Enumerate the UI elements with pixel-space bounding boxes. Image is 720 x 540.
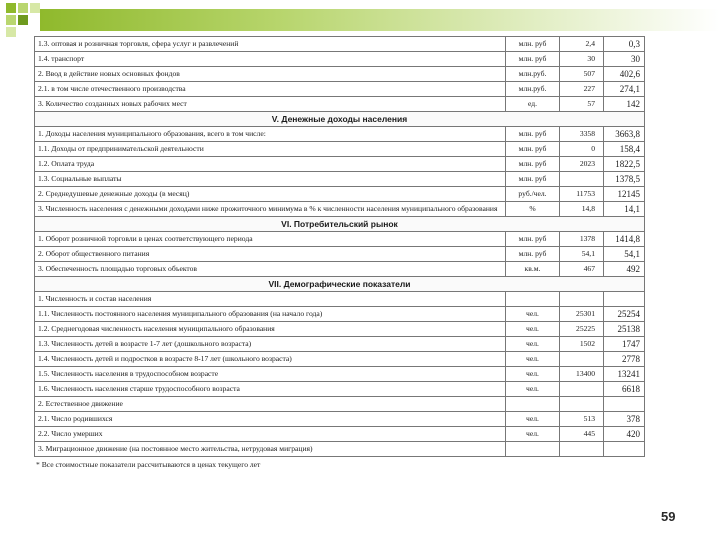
row-unit: кв.м. bbox=[506, 262, 560, 277]
row-unit: чел. bbox=[506, 382, 560, 397]
row-name: 1.1. Численность постоянного населения муниципального образования (на начало года) bbox=[35, 307, 506, 322]
row-value-prev: 467 bbox=[560, 262, 604, 277]
slide-number: 59 bbox=[661, 509, 676, 524]
row-value-current bbox=[604, 397, 645, 412]
row-value-prev: 25301 bbox=[560, 307, 604, 322]
table-body-top bbox=[35, 37, 645, 112]
table-row bbox=[35, 427, 645, 442]
row-name: 3. Обеспеченность площадью торговых объектов bbox=[35, 262, 506, 277]
row-value-current: 14,1 bbox=[604, 202, 645, 217]
row-unit bbox=[506, 397, 560, 412]
row-unit: чел. bbox=[506, 307, 560, 322]
table-row bbox=[35, 292, 645, 307]
row-value-prev: 227 bbox=[560, 82, 604, 97]
row-value-prev: 3358 bbox=[560, 127, 604, 142]
table-row bbox=[35, 412, 645, 427]
row-value-prev: 507 bbox=[560, 67, 604, 82]
row-name: 1.5. Численность населения в трудоспособном возрасте bbox=[35, 367, 506, 382]
row-value-current: 492 bbox=[604, 262, 645, 277]
table-body-s6 bbox=[35, 232, 645, 277]
row-value-prev: 2023 bbox=[560, 157, 604, 172]
row-value-prev bbox=[560, 352, 604, 367]
row-unit: млн. руб bbox=[506, 37, 560, 52]
row-value-current: 1378,5 bbox=[604, 172, 645, 187]
table-row bbox=[35, 397, 645, 412]
row-value-prev: 445 bbox=[560, 427, 604, 442]
row-name: 2. Естественное движение bbox=[35, 397, 506, 412]
table-row bbox=[35, 142, 645, 157]
table-row bbox=[35, 67, 645, 82]
row-value-prev: 1378 bbox=[560, 232, 604, 247]
row-name: 1. Численность и состав населения bbox=[35, 292, 506, 307]
row-unit bbox=[506, 442, 560, 457]
table-row bbox=[35, 307, 645, 322]
table-row bbox=[35, 202, 645, 217]
deco-square bbox=[30, 3, 40, 13]
table-row bbox=[35, 37, 645, 52]
deco-square bbox=[6, 27, 16, 37]
table-row bbox=[35, 262, 645, 277]
row-unit: чел. bbox=[506, 352, 560, 367]
row-name: 1.3. Численность детей в возрасте 1-7 лет (дошкольного возраста) bbox=[35, 337, 506, 352]
row-value-current: 0,3 bbox=[604, 37, 645, 52]
section-heading: VII. Демографические показатели bbox=[35, 277, 645, 292]
row-value-current: 30 bbox=[604, 52, 645, 67]
row-value-current: 1747 bbox=[604, 337, 645, 352]
row-value-current: 25138 bbox=[604, 322, 645, 337]
row-value-prev: 13400 bbox=[560, 367, 604, 382]
row-value-prev bbox=[560, 397, 604, 412]
row-value-current: 1822,5 bbox=[604, 157, 645, 172]
row-value-current bbox=[604, 292, 645, 307]
deco-square bbox=[6, 3, 16, 13]
row-unit: ед. bbox=[506, 97, 560, 112]
table-row bbox=[35, 232, 645, 247]
table-row bbox=[35, 97, 645, 112]
row-name: 1. Доходы населения муниципального образования, всего в том числе: bbox=[35, 127, 506, 142]
deco-square bbox=[6, 15, 16, 25]
row-name: 2.2. Число умерших bbox=[35, 427, 506, 442]
row-unit: млн. руб bbox=[506, 232, 560, 247]
row-name: 2. Среднедушевые денежные доходы (в месяц) bbox=[35, 187, 506, 202]
row-value-current: 54,1 bbox=[604, 247, 645, 262]
table-row bbox=[35, 247, 645, 262]
deco-square bbox=[18, 3, 28, 13]
row-value-current: 25254 bbox=[604, 307, 645, 322]
row-name: 1.2. Оплата труда bbox=[35, 157, 506, 172]
row-value-prev: 1502 bbox=[560, 337, 604, 352]
row-unit bbox=[506, 292, 560, 307]
document-table-container bbox=[34, 36, 644, 469]
row-name: 1. Оборот розничной торговли в ценах соответствующего периода bbox=[35, 232, 506, 247]
table-row bbox=[35, 187, 645, 202]
table-body-s5 bbox=[35, 127, 645, 217]
row-unit: млн.руб. bbox=[506, 67, 560, 82]
row-value-current: 3663,8 bbox=[604, 127, 645, 142]
row-name: 3. Количество созданных новых рабочих мест bbox=[35, 97, 506, 112]
row-value-prev bbox=[560, 382, 604, 397]
row-value-current: 378 bbox=[604, 412, 645, 427]
row-value-prev: 30 bbox=[560, 52, 604, 67]
row-value-prev: 14,8 bbox=[560, 202, 604, 217]
row-unit: млн. руб bbox=[506, 142, 560, 157]
row-name: 2.1. в том числе отечественного производства bbox=[35, 82, 506, 97]
row-value-current: 142 bbox=[604, 97, 645, 112]
indicators-table bbox=[34, 36, 645, 457]
row-unit: чел. bbox=[506, 367, 560, 382]
row-unit: чел. bbox=[506, 322, 560, 337]
row-value-prev bbox=[560, 442, 604, 457]
deco-square bbox=[18, 15, 28, 25]
table-row bbox=[35, 337, 645, 352]
row-value-prev: 0 bbox=[560, 142, 604, 157]
row-name: 1.2. Среднегодовая численность населения муниципального образования bbox=[35, 322, 506, 337]
row-unit: млн. руб bbox=[506, 52, 560, 67]
header-gradient-bar bbox=[40, 9, 720, 31]
row-name: 1.4. транспорт bbox=[35, 52, 506, 67]
row-unit: млн.руб. bbox=[506, 82, 560, 97]
row-name: 1.6. Численность населения старше трудоспособного возраста bbox=[35, 382, 506, 397]
row-value-prev: 11753 bbox=[560, 187, 604, 202]
row-value-current: 420 bbox=[604, 427, 645, 442]
table-row bbox=[35, 172, 645, 187]
row-unit: млн. руб bbox=[506, 172, 560, 187]
row-unit: млн. руб bbox=[506, 157, 560, 172]
row-value-prev: 57 bbox=[560, 97, 604, 112]
row-value-prev: 2,4 bbox=[560, 37, 604, 52]
table-row bbox=[35, 352, 645, 367]
row-name: 1.4. Численность детей и подростков в возрасте 8-17 лет (школьного возраста) bbox=[35, 352, 506, 367]
row-name: 1.3. оптовая и розничная торговля, сфера услуг и развлечений bbox=[35, 37, 506, 52]
table-row bbox=[35, 127, 645, 142]
row-unit: чел. bbox=[506, 427, 560, 442]
table-row bbox=[35, 382, 645, 397]
section-heading: V. Денежные доходы населения bbox=[35, 112, 645, 127]
row-value-current bbox=[604, 442, 645, 457]
row-value-current: 13241 bbox=[604, 367, 645, 382]
footnote: * Все стоимостные показатели рассчитываются в ценах текущего лет bbox=[36, 460, 261, 469]
row-value-prev bbox=[560, 172, 604, 187]
row-name: 1.1. Доходы от предпринимательской деятельности bbox=[35, 142, 506, 157]
row-unit: млн. руб bbox=[506, 127, 560, 142]
table-body-s7 bbox=[35, 292, 645, 457]
row-name: 3. Миграционное движение (на постоянное место жительства, нетрудовая миграция) bbox=[35, 442, 506, 457]
slide-decoration bbox=[0, 0, 720, 40]
row-value-prev: 54,1 bbox=[560, 247, 604, 262]
row-value-prev bbox=[560, 292, 604, 307]
row-unit: чел. bbox=[506, 337, 560, 352]
table-row bbox=[35, 157, 645, 172]
row-name: 2.1. Число родившихся bbox=[35, 412, 506, 427]
row-value-current: 6618 bbox=[604, 382, 645, 397]
row-value-prev: 513 bbox=[560, 412, 604, 427]
table-row bbox=[35, 367, 645, 382]
row-unit: руб./чел. bbox=[506, 187, 560, 202]
row-value-prev: 25225 bbox=[560, 322, 604, 337]
table-section-6 bbox=[35, 217, 645, 232]
table-row bbox=[35, 322, 645, 337]
table-section-5 bbox=[35, 112, 645, 127]
row-value-current: 402,6 bbox=[604, 67, 645, 82]
row-unit: млн. руб bbox=[506, 247, 560, 262]
row-value-current: 274,1 bbox=[604, 82, 645, 97]
row-value-current: 2778 bbox=[604, 352, 645, 367]
row-name: 2. Оборот общественного питания bbox=[35, 247, 506, 262]
table-row bbox=[35, 82, 645, 97]
row-name: 1.3. Социальные выплаты bbox=[35, 172, 506, 187]
row-unit: % bbox=[506, 202, 560, 217]
table-section-7 bbox=[35, 277, 645, 292]
section-heading: VI. Потребительский рынок bbox=[35, 217, 645, 232]
table-row bbox=[35, 442, 645, 457]
row-name: 3. Численность населения с денежными доходами ниже прожиточного минимума в % к численности населения муниципального образования bbox=[35, 202, 506, 217]
row-value-current: 1414,8 bbox=[604, 232, 645, 247]
row-value-current: 158,4 bbox=[604, 142, 645, 157]
table-row bbox=[35, 52, 645, 67]
row-name: 2. Ввод в действие новых основных фондов bbox=[35, 67, 506, 82]
row-value-current: 12145 bbox=[604, 187, 645, 202]
row-unit: чел. bbox=[506, 412, 560, 427]
